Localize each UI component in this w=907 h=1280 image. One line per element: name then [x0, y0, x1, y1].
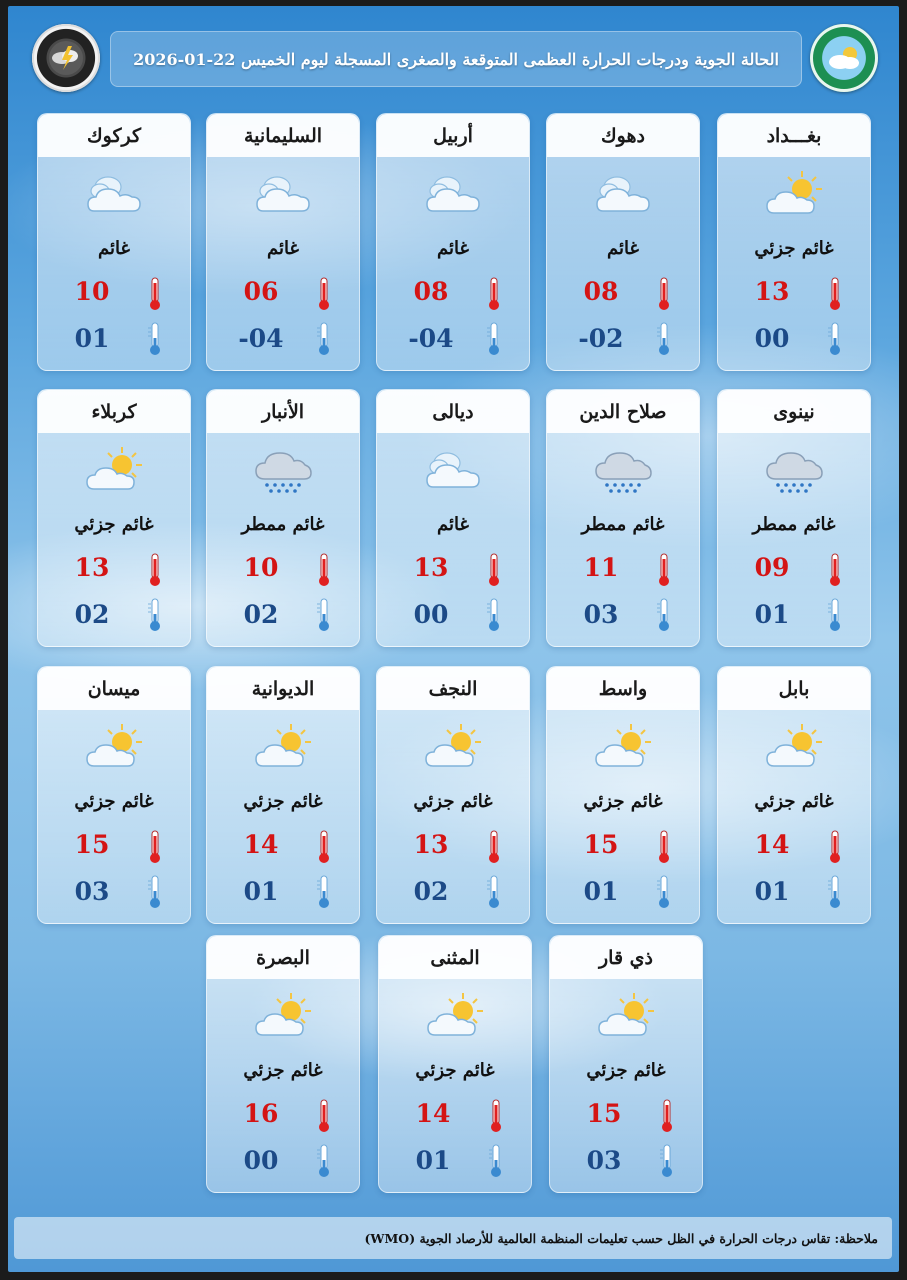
weather-condition: غائم جزئي: [415, 1060, 495, 1081]
cloudy-icon: [593, 169, 655, 221]
thermometer-hot-icon: [317, 277, 331, 311]
partly-cloudy-icon: [425, 991, 487, 1043]
thermometer-cold-icon: [317, 598, 331, 632]
meteorological-authority-logo: [810, 24, 878, 92]
city-card-10: [37, 389, 191, 647]
thermometer-cold-icon: [828, 875, 842, 909]
city-card-6: [717, 389, 871, 647]
thermometer-cold-icon: [660, 1144, 674, 1178]
city-name: المثنى: [379, 936, 531, 979]
thermometer-cold-icon: [489, 1144, 503, 1178]
footer-note: ملاحظة: تقاس درجات الحرارة في الظل حسب تعليمات المنظمة العالمية للأرصاد الجوية (WMO): [14, 1217, 892, 1259]
rain-cloud-icon: [764, 445, 826, 497]
partly-cloudy-icon: [253, 722, 315, 774]
weather-condition: غائم ممطر: [752, 514, 836, 535]
thermometer-hot-icon: [487, 830, 501, 864]
city-card-17: [378, 935, 532, 1193]
weather-condition: غائم جزئي: [243, 1060, 323, 1081]
max-temperature: 15: [74, 830, 110, 859]
max-temperature: 13: [413, 553, 449, 582]
city-name: واسط: [547, 667, 699, 710]
max-temperature: 14: [243, 830, 279, 859]
weather-condition: غائم: [98, 238, 130, 259]
city-card-16: [549, 935, 703, 1193]
thermometer-cold-icon: [148, 322, 162, 356]
weather-condition: غائم: [267, 238, 299, 259]
partly-cloudy-icon: [423, 722, 485, 774]
thermometer-cold-icon: [317, 875, 331, 909]
cloudy-icon: [423, 169, 485, 221]
thermometer-cold-icon: [828, 598, 842, 632]
thermometer-cold-icon: [148, 598, 162, 632]
thermometer-hot-icon: [317, 553, 331, 587]
city-name: ذي قار: [550, 936, 702, 979]
thermometer-hot-icon: [657, 830, 671, 864]
thermometer-hot-icon: [317, 1099, 331, 1133]
thermometer-hot-icon: [489, 1099, 503, 1133]
weather-condition: غائم جزئي: [754, 791, 834, 812]
weather-condition: غائم جزئي: [586, 1060, 666, 1081]
thermometer-hot-icon: [487, 553, 501, 587]
city-name: بغـــداد: [718, 114, 870, 157]
max-temperature: 06: [243, 277, 279, 306]
min-temperature: 01: [415, 1146, 451, 1175]
partly-cloudy-icon: [84, 722, 146, 774]
city-card-9: [206, 389, 360, 647]
weather-forecasting-logo: [32, 24, 100, 92]
city-name: بابل: [718, 667, 870, 710]
min-temperature: 02: [74, 600, 110, 629]
thermometer-cold-icon: [487, 598, 501, 632]
weather-condition: غائم جزئي: [754, 238, 834, 259]
max-temperature: 13: [413, 830, 449, 859]
city-name: ديالى: [377, 390, 529, 433]
city-card-11: [717, 666, 871, 924]
city-card-3: [376, 113, 530, 371]
max-temperature: 08: [413, 277, 449, 306]
thermometer-cold-icon: [148, 875, 162, 909]
thermometer-hot-icon: [657, 277, 671, 311]
max-temperature: 16: [243, 1099, 279, 1128]
city-card-7: [546, 389, 700, 647]
weather-condition: غائم جزئي: [74, 791, 154, 812]
thermometer-hot-icon: [317, 830, 331, 864]
rain-cloud-icon: [593, 445, 655, 497]
max-temperature: 13: [74, 553, 110, 582]
city-card-5: [37, 113, 191, 371]
weather-condition: غائم: [437, 514, 469, 535]
max-temperature: 09: [754, 553, 790, 582]
partly-cloudy-icon: [253, 991, 315, 1043]
partly-cloudy-icon: [764, 722, 826, 774]
cloudy-icon: [84, 169, 146, 221]
min-temperature: -04: [238, 324, 284, 353]
city-card-14: [206, 666, 360, 924]
weather-condition: غائم جزئي: [413, 791, 493, 812]
city-name: كربلاء: [38, 390, 190, 433]
weather-condition: غائم جزئي: [74, 514, 154, 535]
thermometer-cold-icon: [487, 875, 501, 909]
min-temperature: 03: [74, 877, 110, 906]
min-temperature: 03: [583, 600, 619, 629]
city-name: أربيل: [377, 114, 529, 157]
thermometer-hot-icon: [148, 277, 162, 311]
thermometer-cold-icon: [828, 322, 842, 356]
max-temperature: 10: [243, 553, 279, 582]
city-name: السليمانية: [207, 114, 359, 157]
thermometer-cold-icon: [487, 322, 501, 356]
partly-cloudy-icon: [84, 445, 146, 497]
thermometer-hot-icon: [148, 553, 162, 587]
max-temperature: 13: [754, 277, 790, 306]
city-card-13: [376, 666, 530, 924]
min-temperature: -02: [578, 324, 624, 353]
weather-condition: غائم: [437, 238, 469, 259]
city-name: كركوك: [38, 114, 190, 157]
thermometer-hot-icon: [148, 830, 162, 864]
city-card-12: [546, 666, 700, 924]
min-temperature: 01: [74, 324, 110, 353]
city-name: البصرة: [207, 936, 359, 979]
min-temperature: 00: [243, 1146, 279, 1175]
city-card-15: [37, 666, 191, 924]
max-temperature: 11: [583, 553, 619, 582]
min-temperature: 02: [413, 877, 449, 906]
city-card-1: [717, 113, 871, 371]
city-name: دهوك: [547, 114, 699, 157]
thermometer-hot-icon: [657, 553, 671, 587]
city-name: النجف: [377, 667, 529, 710]
city-card-2: [546, 113, 700, 371]
weather-condition: غائم جزئي: [583, 791, 663, 812]
min-temperature: 02: [243, 600, 279, 629]
thermometer-cold-icon: [317, 322, 331, 356]
max-temperature: 15: [583, 830, 619, 859]
thermometer-cold-icon: [657, 875, 671, 909]
city-name: ميسان: [38, 667, 190, 710]
rain-cloud-icon: [253, 445, 315, 497]
cloudy-icon: [423, 445, 485, 497]
max-temperature: 15: [586, 1099, 622, 1128]
partly-cloudy-icon: [764, 169, 826, 221]
weather-condition: غائم جزئي: [243, 791, 323, 812]
max-temperature: 14: [415, 1099, 451, 1128]
weather-condition: غائم: [607, 238, 639, 259]
thermometer-cold-icon: [657, 598, 671, 632]
min-temperature: 01: [754, 877, 790, 906]
max-temperature: 14: [754, 830, 790, 859]
cloudy-icon: [253, 169, 315, 221]
min-temperature: 03: [586, 1146, 622, 1175]
max-temperature: 08: [583, 277, 619, 306]
thermometer-hot-icon: [660, 1099, 674, 1133]
max-temperature: 10: [74, 277, 110, 306]
partly-cloudy-icon: [596, 991, 658, 1043]
city-name: صلاح الدين: [547, 390, 699, 433]
thermometer-hot-icon: [828, 830, 842, 864]
thermometer-cold-icon: [657, 322, 671, 356]
city-card-8: [376, 389, 530, 647]
city-card-18: [206, 935, 360, 1193]
city-name: الديوانية: [207, 667, 359, 710]
page-title: الحالة الجوية ودرجات الحرارة العظمى المتوقعة والصغرى المسجلة ليوم الخميس 22-01-2026: [110, 31, 802, 87]
city-name: الأنبار: [207, 390, 359, 433]
thermometer-hot-icon: [828, 277, 842, 311]
city-card-4: [206, 113, 360, 371]
thermometer-hot-icon: [828, 553, 842, 587]
partly-cloudy-icon: [593, 722, 655, 774]
min-temperature: 01: [754, 600, 790, 629]
min-temperature: -04: [408, 324, 454, 353]
thermometer-cold-icon: [317, 1144, 331, 1178]
weather-condition: غائم ممطر: [581, 514, 665, 535]
thermometer-hot-icon: [487, 277, 501, 311]
min-temperature: 00: [413, 600, 449, 629]
min-temperature: 01: [243, 877, 279, 906]
forecast-board: [8, 6, 899, 1272]
city-name: نينوى: [718, 390, 870, 433]
min-temperature: 01: [583, 877, 619, 906]
weather-condition: غائم ممطر: [241, 514, 325, 535]
min-temperature: 00: [754, 324, 790, 353]
